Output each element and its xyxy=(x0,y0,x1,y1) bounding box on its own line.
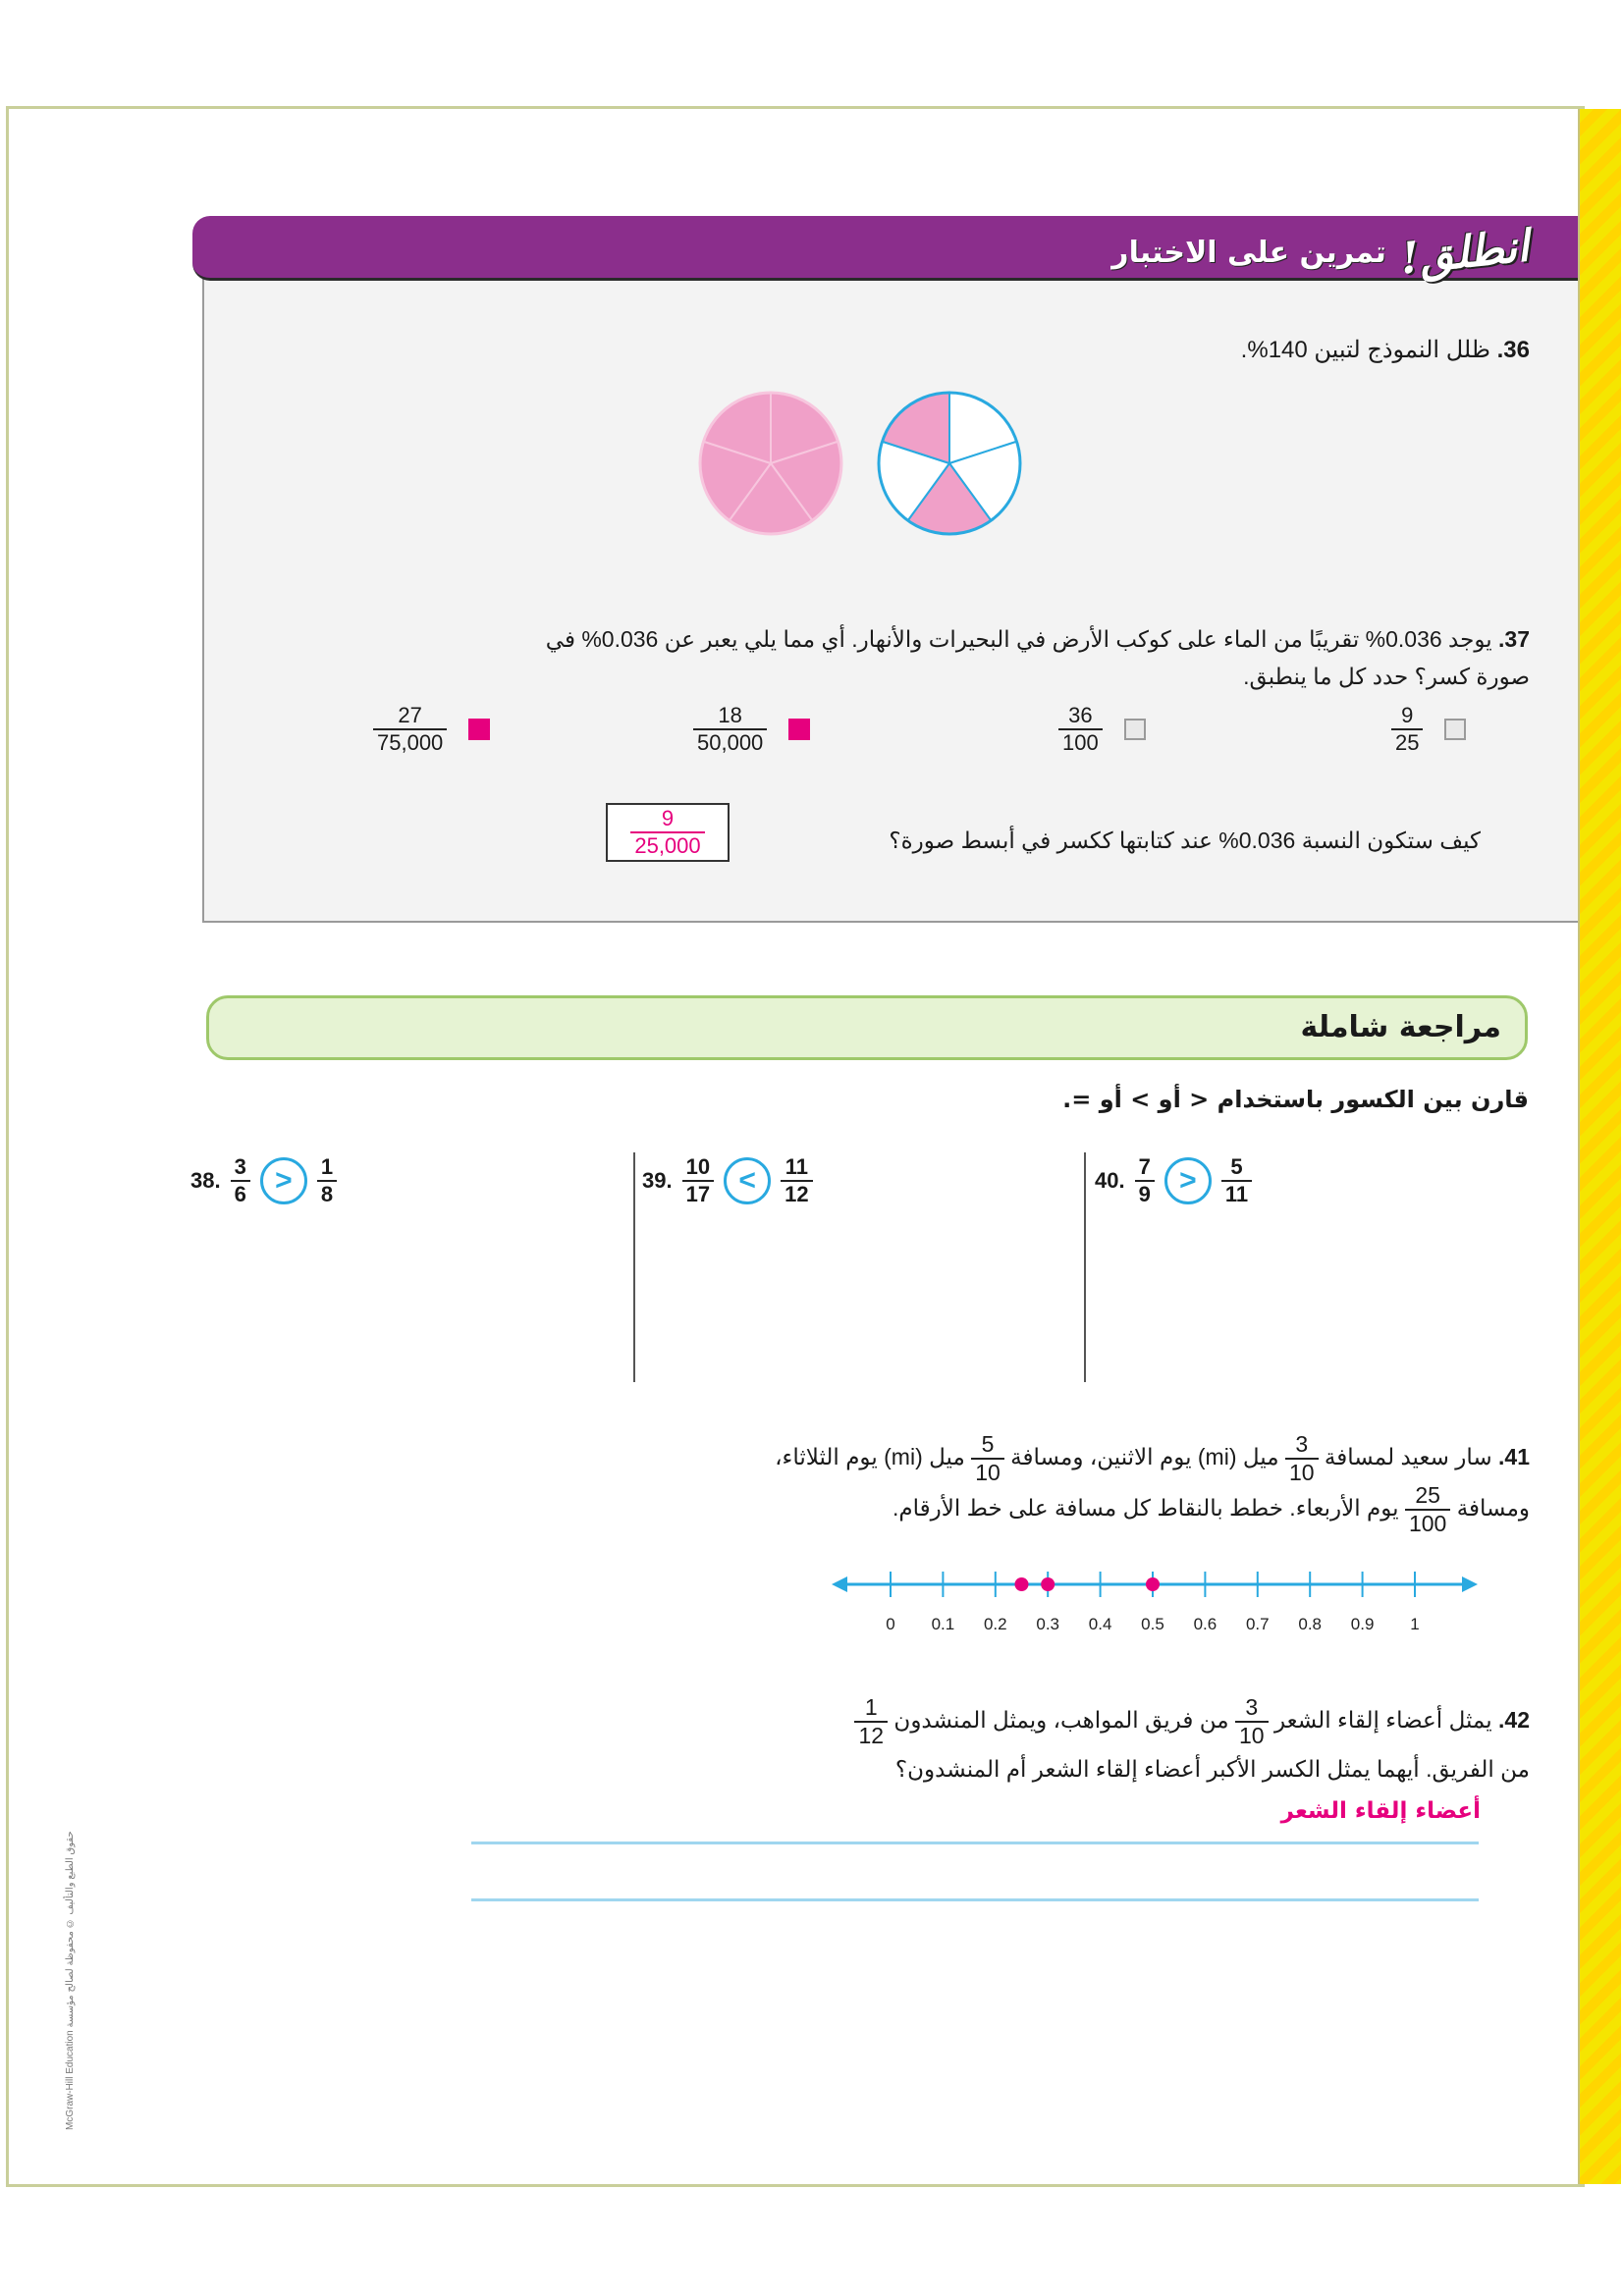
compare-item-40: 40. $\frac{7}{9}$ > $\frac{5}{11}$ xyxy=(1095,1156,1252,1205)
test-practice-panel xyxy=(202,218,1578,923)
plotted-point[interactable] xyxy=(1146,1577,1160,1591)
tick-label: 0.3 xyxy=(1036,1615,1060,1633)
writing-line[interactable] xyxy=(471,1898,1479,1901)
compare-answer-circle[interactable]: > xyxy=(260,1157,307,1204)
question-37-text: يوجد 0.036% تقريبًا من الماء على كوكب الأرض في البحيرات والأنهار. أي مما يلي يعبر عن 0.036% في صورة كسر؟ حدد كل ما ينطبق. xyxy=(545,626,1530,689)
question-41: 41. سار سعيد لمسافة $\frac{3}{10}$ ميل (mi) يوم الاثنين، ومسافة $\frac{5}{10}$ ميل (mi) يوم الثلاثاء، ومسافة $\frac{25}{100}$ يوم الأربعاء. خطط بالنقاط كل مسافة على خط الأرقام. xyxy=(775,1431,1530,1536)
side-stripe xyxy=(1578,109,1621,2184)
plotted-point[interactable] xyxy=(1041,1577,1055,1591)
tick-label: 0.7 xyxy=(1245,1615,1270,1633)
tick-label: 0.6 xyxy=(1193,1615,1217,1633)
tick-label: 1 xyxy=(1410,1615,1420,1633)
review-banner xyxy=(206,995,1528,1060)
compare-item-38: 38. $\frac{3}{6}$ > $\frac{1}{8}$ xyxy=(190,1156,337,1205)
copyright-credit: McGraw-Hill Education حقوق الطبع والتأليف © محفوظة لصالح مؤسسة xyxy=(65,1831,76,2130)
option-checkbox[interactable] xyxy=(1124,719,1146,740)
question-37-followup: كيف ستكون النسبة 0.036% عند كتابتها ككسر في أبسط صورة؟ xyxy=(889,828,1481,853)
tick-label: 0.9 xyxy=(1350,1615,1375,1633)
column-divider xyxy=(1084,1152,1086,1382)
pie-models[interactable] xyxy=(692,385,1026,542)
question-36: 36. ظلل النموذج لتبين 140%. xyxy=(1240,337,1530,363)
tick-label: 0 xyxy=(886,1615,895,1633)
number-line[interactable] xyxy=(830,1559,1483,1637)
option-checkbox-checked[interactable] xyxy=(788,719,810,740)
column-divider xyxy=(633,1152,635,1382)
tick-label: 0.5 xyxy=(1141,1615,1164,1633)
compare-instruction: قارن بين الكسور باستخدام < أو > أو =. xyxy=(1062,1086,1529,1113)
option-9-25[interactable]: $\frac{9}{25}$ xyxy=(1391,705,1466,754)
option-27-75000[interactable]: $\frac{27}{75,000}$ xyxy=(373,705,490,754)
option-checkbox-checked[interactable] xyxy=(468,719,490,740)
answer-42[interactable]: أعضاء إلقاء الشعر xyxy=(1280,1798,1481,1824)
pie-full xyxy=(700,393,841,534)
tick-label: 0.2 xyxy=(983,1615,1007,1633)
question-36-text: ظلل النموذج لتبين 140%. xyxy=(1240,337,1490,363)
tick-label: 0.8 xyxy=(1298,1615,1323,1633)
plotted-point[interactable] xyxy=(1015,1577,1029,1591)
question-37: 37. يوجد 0.036% تقريبًا من الماء على كوكب الأرض في البحيرات والأنهار. أي مما يلي يعبر عن 0.036% في صورة كسر؟ حدد كل ما ينطبق. xyxy=(545,626,1530,689)
question-42: 42. يمثل أعضاء إلقاء الشعر $\frac{3}{10}$ من فريق المواهب، ويمثل المنشدون $\frac{1}{12}$ من الفريق. أيهما يمثل الكسر الأكبر أعضاء إلقاء الشعر أم المنشدون؟ xyxy=(538,1696,1530,1790)
banner-logo: انطلق! xyxy=(1397,221,1532,285)
writing-line[interactable] xyxy=(471,1842,1479,1844)
tick-label: 0.4 xyxy=(1088,1615,1112,1633)
option-18-50000[interactable]: $\frac{18}{50,000}$ xyxy=(693,705,810,754)
right-arrow-icon xyxy=(1462,1576,1478,1592)
test-practice-banner xyxy=(192,216,1578,285)
pie-partial xyxy=(879,393,1020,534)
compare-answer-circle[interactable]: > xyxy=(1164,1157,1212,1204)
banner-title: تمرين على الاختبار xyxy=(1111,236,1386,270)
answer-box-37[interactable]: $\frac{9}{25,000}$ xyxy=(606,803,730,862)
compare-answer-circle[interactable]: < xyxy=(724,1157,771,1204)
option-checkbox[interactable] xyxy=(1444,719,1466,740)
tick-label: 0.1 xyxy=(931,1615,955,1633)
option-36-100[interactable]: $\frac{36}{100}$ xyxy=(1058,705,1146,754)
review-title: مراجعة شاملة xyxy=(1300,1010,1501,1044)
compare-item-39: 39. $\frac{10}{17}$ < $\frac{11}{12}$ xyxy=(642,1156,813,1205)
left-arrow-icon xyxy=(832,1576,847,1592)
